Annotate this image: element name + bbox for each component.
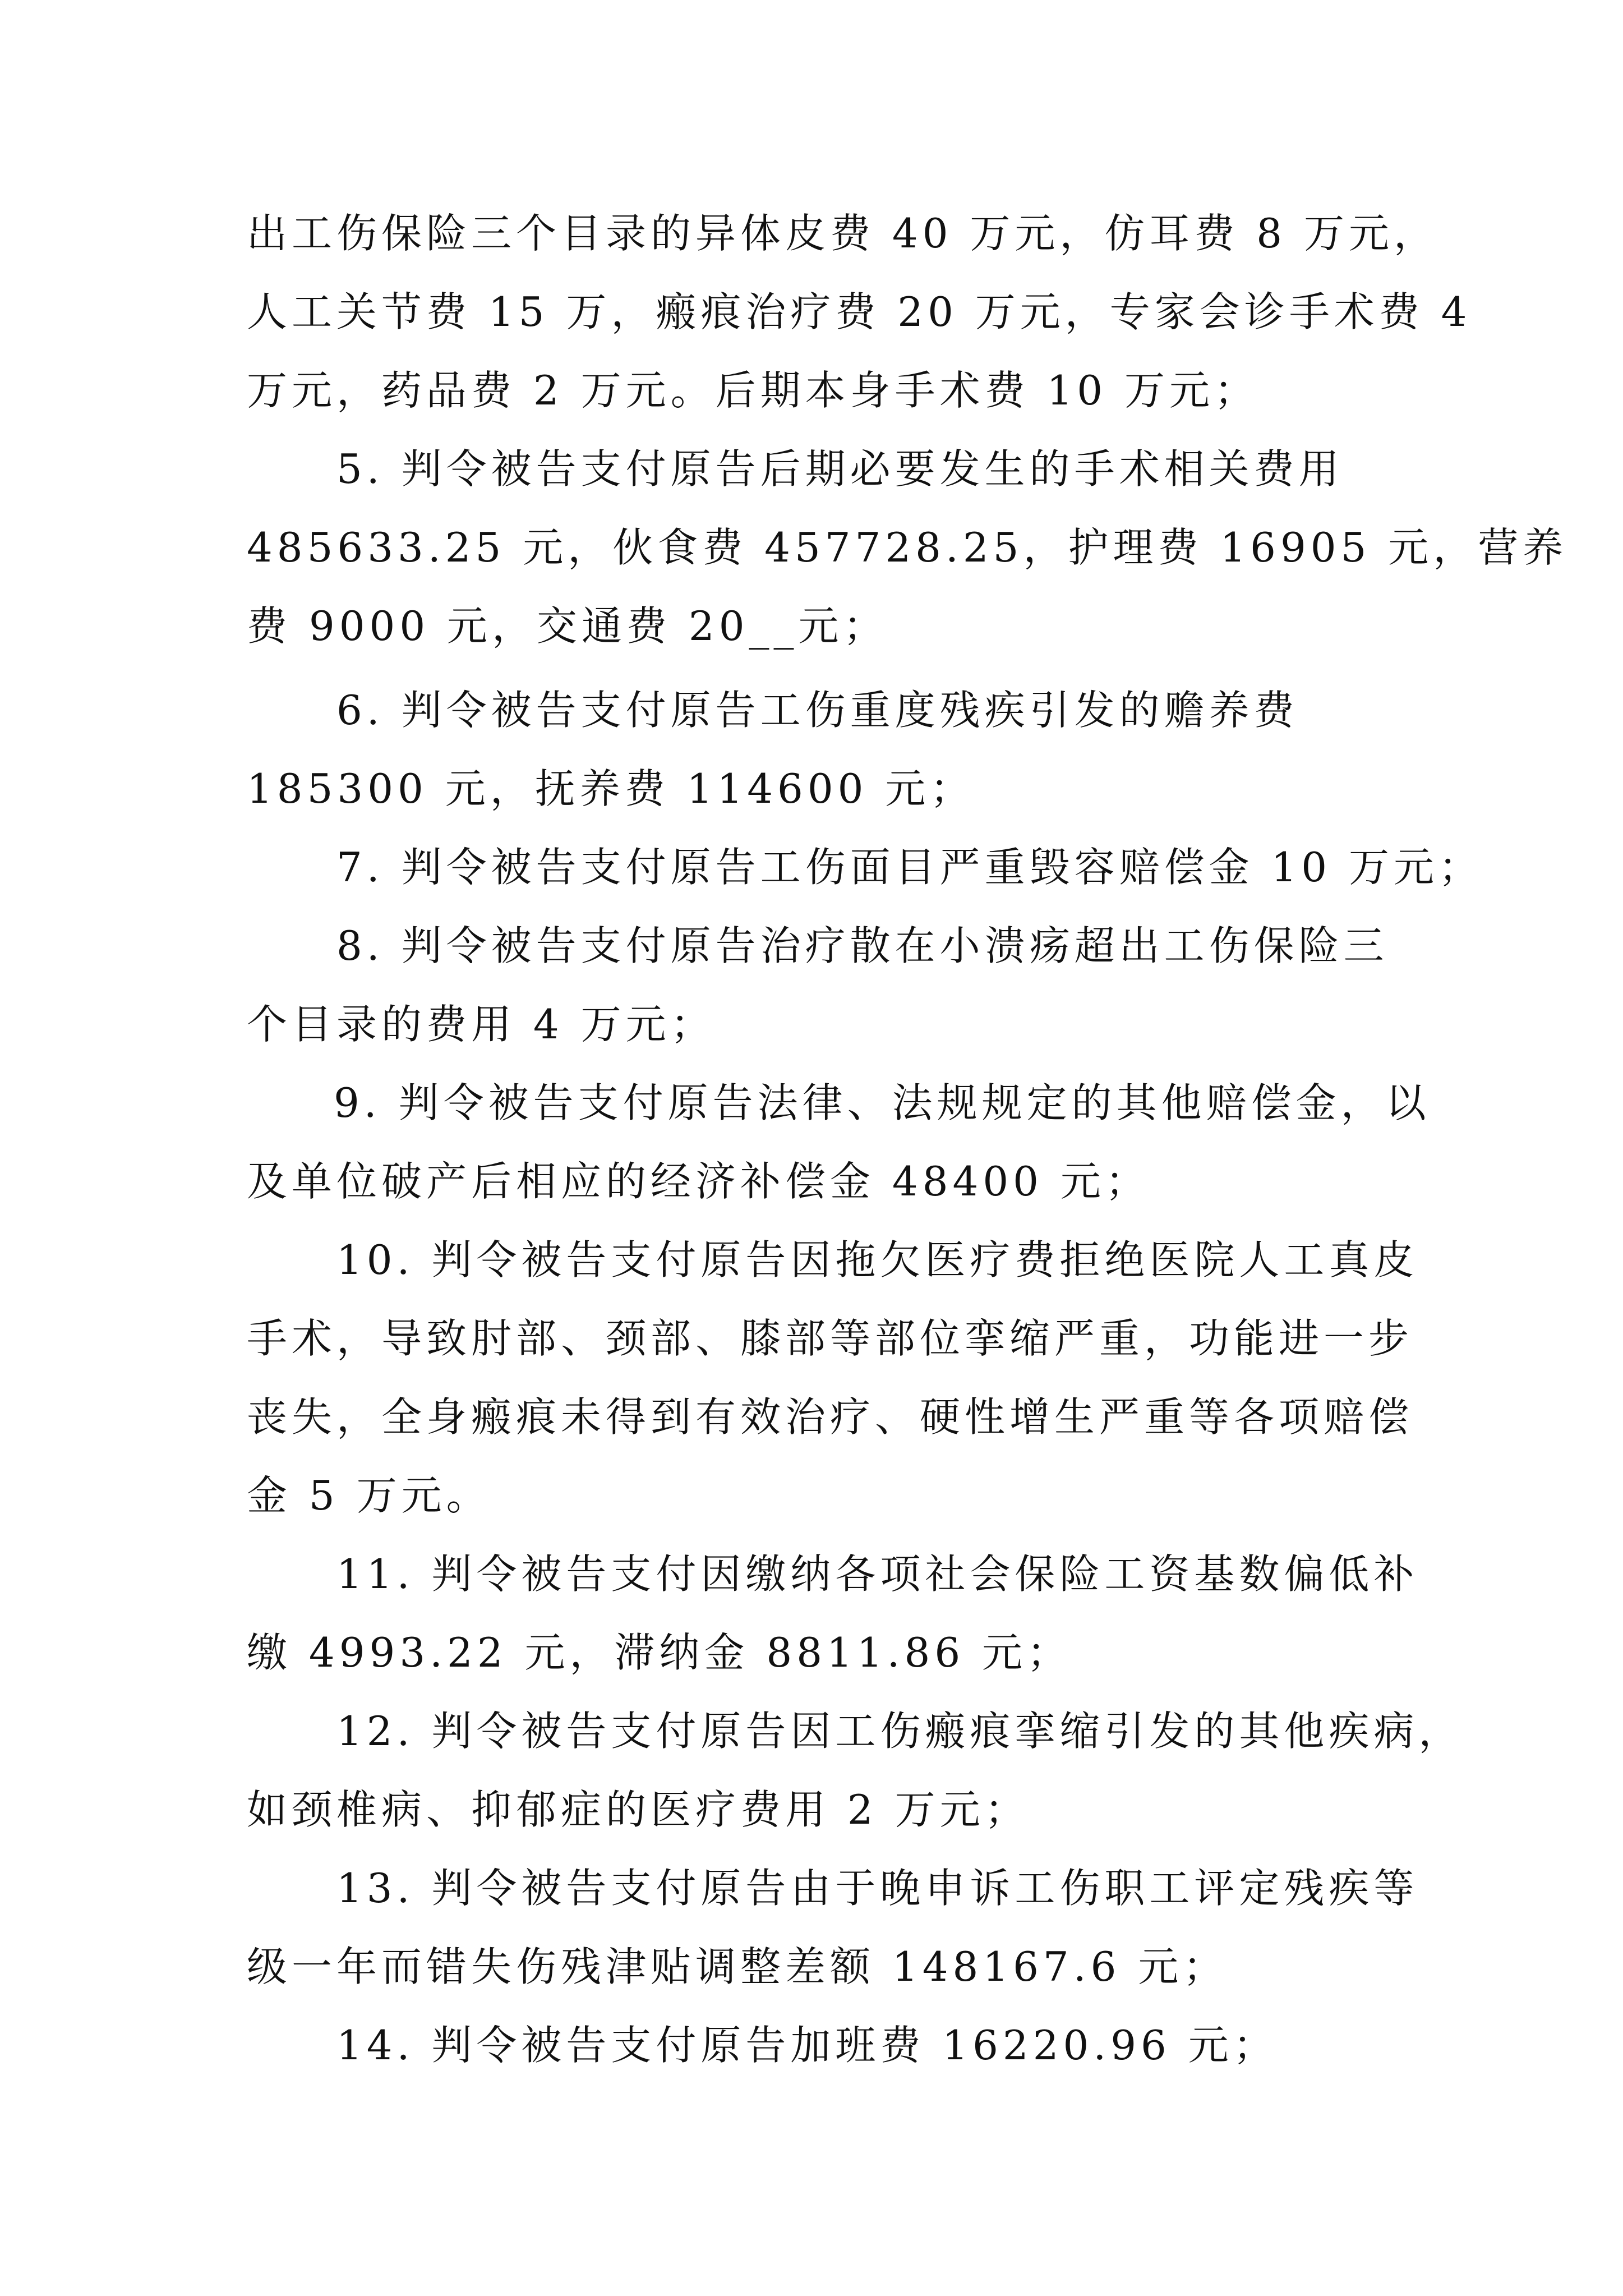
text-line: 6. 判令被告支付原告工伤重度残疾引发的赡养费 [336,687,1299,734]
text-line: 5. 判令被告支付原告后期必要发生的手术相关费用 [336,445,1344,493]
text-line: 9. 判令被告支付原告法律、法规规定的其他赔偿金，以 [334,1079,1431,1126]
text-line: 及单位破产后相应的经济补偿金 48400 元； [247,1158,1150,1205]
text-line: 人工关节费 15 万，瘢痕治疗费 20 万元，专家会诊手术费 4 [247,288,1472,335]
text-line: 丧失，全身瘢痕未得到有效治疗、硬性增生严重等各项赔偿 [247,1393,1414,1441]
text-line: 7. 判令被告支付原告工伤面目严重毁容赔偿金 10 万元； [336,844,1483,891]
text-line: 11. 判令被告支付因缴纳各项社会保险工资基数偏低补 [336,1550,1419,1598]
text-line: 万元，药品费 2 万元。后期本身手术费 10 万元； [247,367,1259,414]
text-line: 485633.25 元，伙食费 457728.25，护理费 16905 元，营养 [247,524,1568,571]
text-line: 缴 4993.22 元，滞纳金 8811.86 元； [247,1629,1072,1676]
text-line: 10. 判令被告支付原告因拖欠医疗费拒绝医院人工真皮 [336,1236,1419,1283]
text-line: 13. 判令被告支付原告由于晚申诉工伤职工评定残疾等 [336,1865,1419,1912]
text-line: 14. 判令被告支付原告加班费 16220.96 元； [336,2022,1278,2069]
text-line: 费 9000 元，交通费 20__元； [247,602,888,650]
text-line: 12. 判令被告支付原告因工伤瘢痕挛缩引发的其他疾病， [336,1708,1464,1755]
text-line: 金 5 万元。 [247,1472,491,1519]
text-line: 185300 元，抚养费 114600 元； [247,765,975,812]
text-line: 8. 判令被告支付原告治疗散在小溃疡超出工伤保险三 [336,922,1389,969]
text-line: 个目录的费用 4 万元； [247,1001,716,1048]
text-line: 手术，导致肘部、颈部、膝部等部位挛缩严重，功能进一步 [247,1315,1414,1362]
text-line: 如颈椎病、抑郁症的医疗费用 2 万元； [247,1786,1030,1833]
text-line: 出工伤保险三个目录的异体皮费 40 万元，仿耳费 8 万元， [247,210,1438,257]
text-line: 级一年而错失伤残津贴调整差额 148167.6 元； [247,1943,1228,1990]
